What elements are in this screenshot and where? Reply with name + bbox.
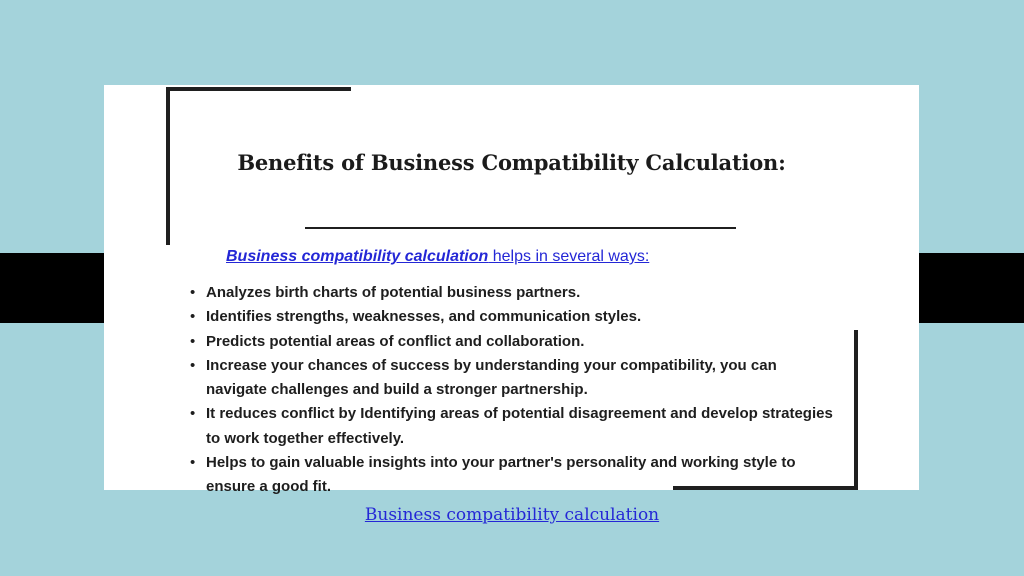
intro-text: helps in several ways: [488, 248, 650, 265]
right-black-bar [902, 253, 1024, 323]
list-item: • Predicts potential areas of conflict and collaboration. [190, 330, 840, 354]
list-item: • It reduces conflict by Identifying areas of potential disagreement and develop strategies to work together effectively. [190, 402, 840, 451]
title-divider [305, 227, 736, 229]
list-item: • Analyzes birth charts of potential business partners. [190, 281, 840, 305]
list-item: • Helps to gain valuable insights into your partner's personality and working style to ensure a good fit. [190, 451, 840, 500]
intro-line [226, 248, 649, 266]
benefits-list [190, 281, 840, 500]
corner-frame-bottom-right-vertical [854, 330, 858, 490]
corner-frame-top-left-horizontal [166, 87, 351, 91]
slide-title: Benefits of Business Compatibility Calculation: [237, 150, 786, 175]
list-item: • Identifies strengths, weaknesses, and communication styles. [190, 305, 840, 329]
list-item: • Increase your chances of success by understanding your compatibility, you can navigate challenges and build a stronger partnership. [190, 354, 840, 403]
footer-link[interactable]: Business compatibility calculation [364, 505, 660, 525]
intro-keyword: Business compatibility calculation [226, 248, 489, 265]
